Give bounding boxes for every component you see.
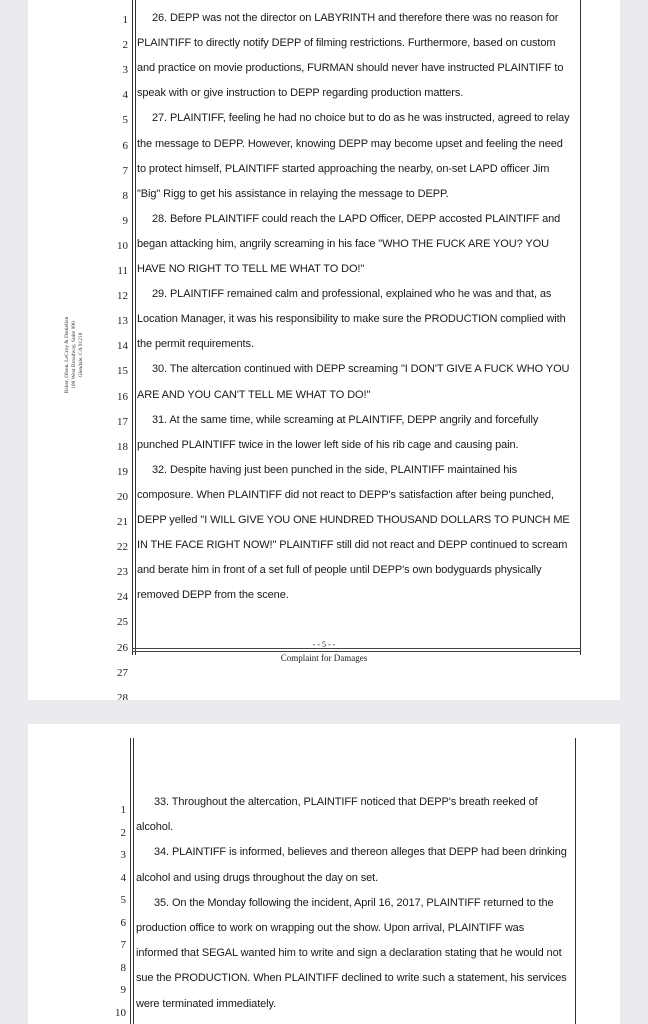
text-line: the message to DEPP. However, knowing DEPP may become upset and feeling the need xyxy=(137,137,563,150)
line-number: 9 xyxy=(122,214,128,227)
text-line: informed that SEGAL wanted him to write and sign a declaration stating that he would not xyxy=(136,947,562,960)
left-margin-rule xyxy=(130,738,131,1024)
line-number: 6 xyxy=(120,916,126,929)
firm-city: Glendale, CA 91210 xyxy=(78,332,84,378)
text-line: 29. PLAINTIFF remained calm and professional, explained who he was and that, as xyxy=(152,288,552,301)
text-line: 32. Despite having just been punched in the side, PLAINTIFF maintained his xyxy=(152,463,517,476)
line-number: 2 xyxy=(122,39,128,52)
document-page-2 xyxy=(28,724,620,1024)
text-line: the permit requirements. xyxy=(137,338,254,351)
footer-title: Complaint for Damages xyxy=(280,653,368,663)
footer-rule-2 xyxy=(132,651,580,652)
text-line: removed DEPP from the scene. xyxy=(137,589,289,602)
line-number: 25 xyxy=(117,616,128,629)
text-line: and practice on movie productions, FURMAN should never have instructed PLAINTIFF to xyxy=(137,62,564,75)
line-number: 4 xyxy=(122,89,128,102)
line-number: 11 xyxy=(117,265,128,277)
line-number: 3 xyxy=(122,64,128,77)
text-line: Location Manager, it was his responsibility to make sure the PRODUCTION complied with xyxy=(137,313,566,326)
line-number: 18 xyxy=(117,440,128,453)
right-margin-rule xyxy=(575,738,576,1024)
line-number: 10 xyxy=(117,239,128,252)
line-number: 26 xyxy=(117,641,128,654)
line-number: 17 xyxy=(117,415,128,428)
line-number: 21 xyxy=(117,516,128,528)
text-line: 27. PLAINTIFF, feeling he had no choice but to do as he was instructed, agreed to relay xyxy=(152,112,570,125)
text-line: and berate him in front of a set full of people until DEPP's own bodyguards physically xyxy=(137,564,542,577)
text-line: 35. On the Monday following the incident, April 16, 2017, PLAINTIFF returned to the xyxy=(154,896,554,909)
text-line: began attacking him, angrily screaming in his face "WHO THE FUCK ARE YOU? YOU xyxy=(137,237,549,250)
line-number: 27 xyxy=(117,666,128,679)
document-page-1 xyxy=(28,0,620,700)
line-number: 23 xyxy=(117,566,128,579)
text-line: composure. When PLAINTIFF did not react to DEPP's satisfaction after being punched, xyxy=(137,488,554,501)
text-line: to protect himself, PLAINTIFF started approaching the nearby, on-set LAPD officer Jim xyxy=(137,162,550,175)
line-number: 3 xyxy=(120,849,126,861)
text-line: 28. Before PLAINTIFF could reach the LAPD Officer, DEPP accosted PLAINTIFF and xyxy=(152,212,561,225)
line-number: 8 xyxy=(120,961,126,974)
text-line: 33. Throughout the altercation, PLAINTIFF noticed that DEPP's breath reeked of xyxy=(154,796,538,808)
text-line: alcohol and using drugs throughout the day on set. xyxy=(136,871,379,884)
line-number: 24 xyxy=(117,591,128,604)
firm-address: 100 West Broadway, Suite 990 xyxy=(71,321,77,389)
line-number: 8 xyxy=(122,189,128,202)
text-line: IN THE FACE RIGHT NOW!" PLAINTIFF still did not react and DEPP continued to scream xyxy=(137,539,568,552)
line-number: 1 xyxy=(122,14,128,26)
line-number: 19 xyxy=(117,465,128,478)
text-line: sue the PRODUCTION. When PLAINTIFF declined to write such a statement, his services xyxy=(136,972,567,985)
line-number: 10 xyxy=(115,1006,126,1019)
line-number: 7 xyxy=(122,164,128,177)
line-number: 5 xyxy=(120,894,126,906)
line-number: 13 xyxy=(117,315,128,328)
line-number: 9 xyxy=(120,984,126,996)
line-number: 20 xyxy=(117,490,128,503)
text-line: 34. PLAINTIFF is informed, believes and thereon alleges that DEPP had been drinking xyxy=(154,846,567,859)
text-line: "Big" Rigg to get his assistance in relaying the message to DEPP. xyxy=(137,187,449,200)
line-number: 2 xyxy=(120,826,126,839)
text-line: ARE AND YOU CAN'T TELL ME WHAT TO DO!" xyxy=(137,388,371,401)
line-number: 7 xyxy=(120,939,126,951)
text-line: PLAINTIFF to directly notify DEPP of filming restrictions. Furthermore, based on custom xyxy=(137,37,556,50)
text-line: HAVE NO RIGHT TO TELL ME WHAT TO DO!" xyxy=(137,263,365,275)
line-number: 15 xyxy=(117,365,128,378)
text-line: DEPP yelled "I WILL GIVE YOU ONE HUNDRED THOUSAND DOLLARS TO PUNCH ME xyxy=(137,514,570,526)
right-margin-rule xyxy=(580,0,581,655)
text-line: speak with or give instruction to DEPP regarding production matters. xyxy=(137,87,464,100)
line-number: 4 xyxy=(120,871,126,884)
line-number: 16 xyxy=(117,390,128,403)
firm-name: Baker, Olson, LeCroy & Danielian xyxy=(64,316,70,394)
text-line: 31. At the same time, while screaming at PLAINTIFF, DEPP angrily and forcefully xyxy=(152,413,539,426)
line-number: 28 xyxy=(117,691,128,700)
text-line: 26. DEPP was not the director on LABYRINTH and therefore there was no reason for xyxy=(152,12,559,24)
line-number: 12 xyxy=(117,290,128,303)
line-number: 5 xyxy=(122,114,128,127)
text-line: 30. The altercation continued with DEPP screaming "I DON'T GIVE A FUCK WHO YOU xyxy=(152,363,570,376)
left-margin-rule-inner xyxy=(133,738,134,1024)
text-line: alcohol. xyxy=(136,821,174,834)
text-line: were terminated immediately. xyxy=(136,997,277,1010)
line-number: 22 xyxy=(117,541,128,554)
line-number: 14 xyxy=(117,340,128,353)
page-number: - - 5 - - xyxy=(312,640,336,649)
text-line: punched PLAINTIFF twice in the lower left side of his rib cage and causing pain. xyxy=(137,438,519,451)
line-number: 1 xyxy=(120,804,126,816)
line-number: 6 xyxy=(122,139,128,152)
text-line: production office to work on wrapping out the show. Upon arrival, PLAINTIFF was xyxy=(136,922,525,934)
